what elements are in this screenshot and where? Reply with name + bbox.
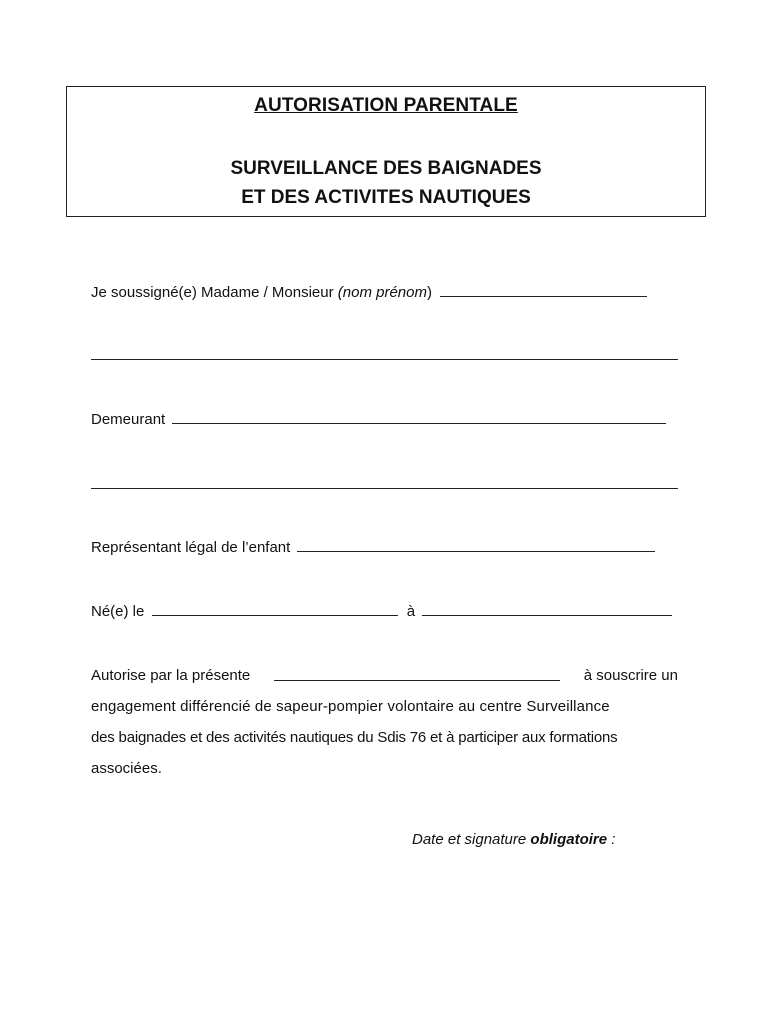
signature-label <box>412 831 615 848</box>
soussigne-paren: ) <box>426 284 432 301</box>
demeurant-line <box>91 409 678 430</box>
soussigne-line <box>91 282 678 303</box>
birth-date-field[interactable] <box>152 601 398 616</box>
authorization-field[interactable] <box>274 670 560 681</box>
title-box <box>66 86 706 217</box>
soussigne-label: Je soussigné(e) Madame / Monsieur <box>91 284 338 301</box>
name-field[interactable] <box>440 282 647 297</box>
address-continuation-field[interactable] <box>91 488 678 489</box>
birth-place-label: à <box>406 603 416 620</box>
demeurant-label: Demeurant <box>91 411 166 428</box>
subtitle-line-2: ET DES ACTIVITES NAUTIQUES <box>241 187 531 208</box>
paragraph-line-2: engagement différencié de sapeur-pompier volontaire au centre Surveillance <box>91 698 610 715</box>
birth-line <box>91 601 678 622</box>
signature-suffix: : <box>607 831 616 848</box>
paragraph-line-4: associées. <box>91 760 162 777</box>
authorization-paragraph <box>91 660 678 784</box>
paragraph-line-1 <box>91 660 678 691</box>
signature-text: Date et signature <box>412 831 531 848</box>
authorize-label: Autorise par la présente <box>91 667 251 684</box>
birth-place-field[interactable] <box>422 601 672 616</box>
representant-line <box>91 537 678 558</box>
soussigne-hint: (nom prénom <box>337 284 427 301</box>
representant-label: Représentant légal de l’enfant <box>91 539 291 556</box>
paragraph-line-3: des baignades et des activités nautiques du Sdis 76 et à participer aux formations <box>91 729 618 746</box>
birth-date-label: Né(e) le <box>91 603 145 620</box>
signature-emphasis: obligatoire <box>530 831 608 848</box>
subtitle-line-1: SURVEILLANCE DES BAIGNADES <box>230 158 542 179</box>
address-field[interactable] <box>172 409 666 424</box>
child-name-field[interactable] <box>297 537 655 552</box>
authorize-suffix: à souscrire un <box>583 667 678 684</box>
document-title: AUTORISATION PARENTALE <box>254 95 518 116</box>
document-subtitle <box>67 154 705 212</box>
name-continuation-field[interactable] <box>91 359 678 360</box>
